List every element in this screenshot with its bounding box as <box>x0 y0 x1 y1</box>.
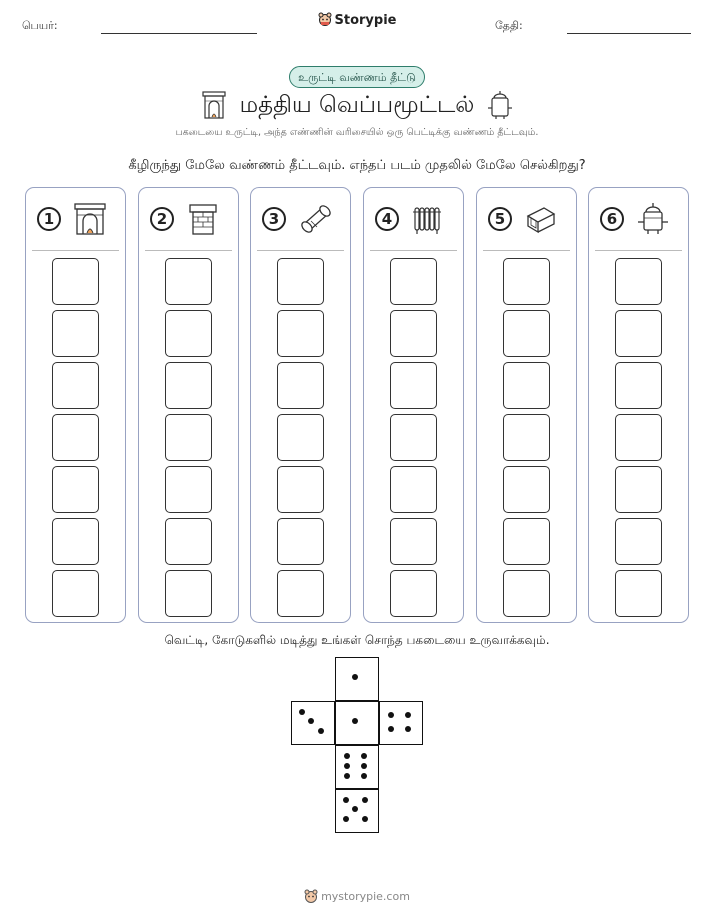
color-box[interactable] <box>503 518 550 565</box>
column-divider <box>257 250 344 251</box>
color-box[interactable] <box>277 414 324 461</box>
radiator-icon <box>411 202 445 236</box>
column-4 <box>363 187 464 623</box>
column-number: 5 <box>488 207 512 231</box>
color-box[interactable] <box>165 362 212 409</box>
boiler-icon <box>636 202 670 236</box>
pip <box>352 674 358 680</box>
column-2 <box>138 187 239 623</box>
column-6 <box>588 187 689 623</box>
color-box[interactable] <box>503 362 550 409</box>
column-divider <box>145 250 232 251</box>
color-box[interactable] <box>277 258 324 305</box>
column-number: 2 <box>150 207 174 231</box>
column-number: 6 <box>600 207 624 231</box>
column-1 <box>25 187 126 623</box>
activity-tag: உருட்டி வண்ணம் தீட்டு <box>289 66 425 88</box>
dice-face-1 <box>335 701 379 745</box>
dice-face-5 <box>335 789 379 833</box>
pipe-icon <box>298 202 332 236</box>
color-box[interactable] <box>503 414 550 461</box>
pip <box>344 773 350 779</box>
column-divider <box>370 250 457 251</box>
pip <box>388 726 394 732</box>
color-box[interactable] <box>615 362 662 409</box>
brand <box>0 12 714 28</box>
color-box[interactable] <box>165 414 212 461</box>
color-box[interactable] <box>503 258 550 305</box>
color-box[interactable] <box>503 466 550 513</box>
color-box[interactable] <box>390 518 437 565</box>
color-box[interactable] <box>615 518 662 565</box>
pip <box>361 753 367 759</box>
color-box[interactable] <box>390 362 437 409</box>
color-box[interactable] <box>615 414 662 461</box>
color-box[interactable] <box>390 414 437 461</box>
color-box[interactable] <box>390 570 437 617</box>
pip <box>318 728 324 734</box>
column-divider <box>483 250 570 251</box>
column-divider <box>32 250 119 251</box>
pip <box>361 763 367 769</box>
pip <box>343 816 349 822</box>
color-box[interactable] <box>52 258 99 305</box>
column-number: 4 <box>375 207 399 231</box>
boiler-icon <box>486 90 514 120</box>
pip <box>361 773 367 779</box>
duct-icon <box>524 202 558 236</box>
worksheet-title: மத்திய வெப்பமூட்டல் <box>239 92 475 118</box>
color-box[interactable] <box>390 466 437 513</box>
date-label: தேதி: <box>495 19 523 32</box>
worksheet-instruction: கீழிருந்து மேலே வண்ணம் தீட்டவும். எந்தப் படம் முதலில் மேலே செல்கிறது? <box>128 158 586 173</box>
color-box[interactable] <box>52 362 99 409</box>
color-box[interactable] <box>615 258 662 305</box>
color-box[interactable] <box>390 310 437 357</box>
date-line[interactable] <box>567 33 691 34</box>
pip <box>362 816 368 822</box>
dice-face-4 <box>379 701 423 745</box>
column-number: 3 <box>262 207 286 231</box>
dice-face-3 <box>291 701 335 745</box>
name-line[interactable] <box>101 33 257 34</box>
pip <box>299 709 305 715</box>
pip <box>344 763 350 769</box>
color-box[interactable] <box>277 466 324 513</box>
brand-name: Storypie <box>334 13 397 28</box>
color-box[interactable] <box>615 570 662 617</box>
color-box[interactable] <box>165 466 212 513</box>
fireplace-icon <box>73 202 107 236</box>
color-box[interactable] <box>277 310 324 357</box>
dice-face-6 <box>335 745 379 789</box>
color-box[interactable] <box>277 518 324 565</box>
color-box[interactable] <box>52 518 99 565</box>
pip <box>388 712 394 718</box>
color-box[interactable] <box>165 570 212 617</box>
pip <box>405 726 411 732</box>
pip <box>343 797 349 803</box>
color-box[interactable] <box>52 414 99 461</box>
pip <box>344 753 350 759</box>
color-box[interactable] <box>165 310 212 357</box>
color-box[interactable] <box>52 310 99 357</box>
chimney-icon <box>186 202 220 236</box>
pip <box>405 712 411 718</box>
pip <box>352 718 358 724</box>
color-box[interactable] <box>503 570 550 617</box>
color-box[interactable] <box>277 362 324 409</box>
storypie-logo-icon <box>318 12 332 26</box>
column-divider <box>595 250 682 251</box>
column-5 <box>476 187 577 623</box>
pip <box>308 718 314 724</box>
color-box[interactable] <box>503 310 550 357</box>
worksheet-subtitle: பகடையை உருட்டி, அந்த எண்ணின் வரிசையில் ஒரு பெட்டிக்கு வண்ணம் தீட்டவும். <box>175 127 539 138</box>
color-box[interactable] <box>165 518 212 565</box>
color-box[interactable] <box>52 466 99 513</box>
color-box[interactable] <box>615 310 662 357</box>
dice-face-1 <box>335 657 379 701</box>
color-box[interactable] <box>165 258 212 305</box>
dice-instruction: வெட்டி, கோடுகளில் மடித்து உங்கள் சொந்த பகடையை உருவாக்கவும். <box>164 633 550 647</box>
color-box[interactable] <box>390 258 437 305</box>
pip <box>362 797 368 803</box>
storypie-logo-icon <box>304 889 318 903</box>
pip <box>352 806 358 812</box>
color-box[interactable] <box>52 570 99 617</box>
color-box[interactable] <box>615 466 662 513</box>
footer-url[interactable]: mystorypie.com <box>321 890 410 903</box>
footer <box>0 889 714 903</box>
color-box[interactable] <box>277 570 324 617</box>
column-3 <box>250 187 351 623</box>
column-number: 1 <box>37 207 61 231</box>
name-label: பெயர்: <box>22 19 58 32</box>
